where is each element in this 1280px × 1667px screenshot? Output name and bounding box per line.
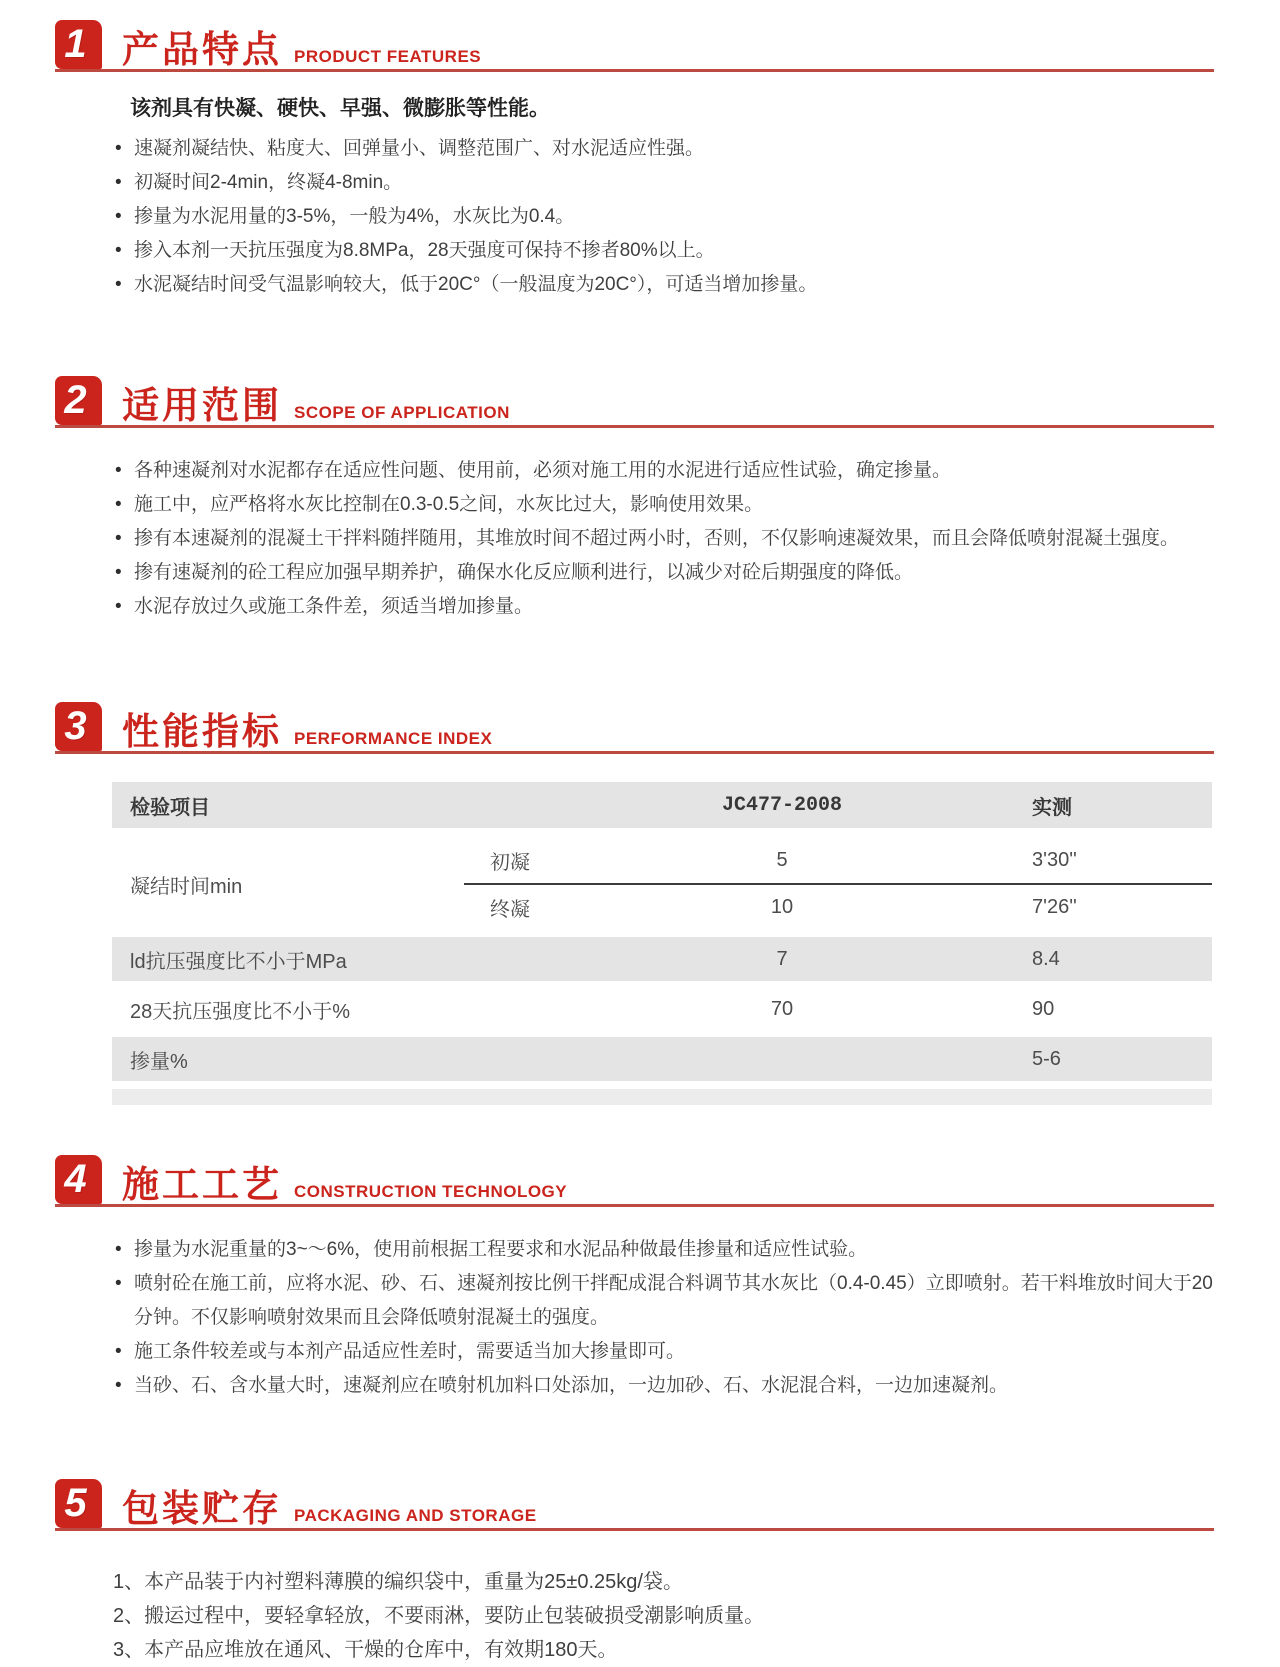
measured-value: 5-6 bbox=[1032, 1047, 1061, 1070]
table-row bbox=[112, 987, 1212, 1031]
section-header bbox=[55, 376, 1214, 428]
scope-bullet: • 水泥存放过久或施工条件差，须适当增加掺量。 bbox=[115, 590, 1214, 624]
col-header-measured: 实测 bbox=[1032, 796, 1072, 819]
features-list bbox=[115, 132, 1214, 302]
packaging-item: 2、搬运过程中，要轻拿轻放，不要雨淋，要防止包装破损受潮影响质量。 bbox=[113, 1605, 765, 1627]
subrow-divider bbox=[464, 883, 1212, 885]
section-construction-technology bbox=[55, 1105, 1214, 1403]
subrow-initial-setting bbox=[462, 837, 1212, 884]
scope-bullet: • 各种速凝剂对水泥都存在适应性问题、使用前，必须对施工用的水泥进行适应性试验，确定掺量。 bbox=[115, 454, 1214, 488]
packaging-item: 1、本产品装于内衬塑料薄膜的编织袋中，重量为25±0.25kg/袋。 bbox=[113, 1571, 683, 1593]
section-subtitle: PERFORMANCE INDEX bbox=[294, 729, 493, 748]
performance-table bbox=[112, 782, 1212, 1105]
section-number-badge: 4 bbox=[55, 1155, 102, 1204]
table-row-setting-time bbox=[112, 837, 1212, 931]
table-bottom-strip bbox=[112, 1089, 1212, 1105]
section-packaging-storage bbox=[55, 1403, 1214, 1667]
section-subtitle: CONSTRUCTION TECHNOLOGY bbox=[294, 1182, 568, 1201]
section-performance-index bbox=[55, 624, 1214, 1105]
packaging-item: 3、本产品应堆放在通风、干燥的仓库中，有效期180天。 bbox=[113, 1639, 618, 1661]
feature-bullet: • 掺量为水泥用量的3-5%，一般为4%，水灰比为0.4。 bbox=[115, 200, 1214, 234]
table-header-row bbox=[112, 782, 1212, 828]
standard-value: 7 bbox=[776, 947, 788, 970]
section-subtitle: SCOPE OF APPLICATION bbox=[294, 403, 510, 422]
scope-bullet: • 施工中，应严格将水灰比控制在0.3-0.5之间，水灰比过大，影响使用效果。 bbox=[115, 488, 1214, 522]
section-header bbox=[55, 1479, 1214, 1531]
section-number-badge: 5 bbox=[55, 1479, 102, 1528]
construction-bullet: • 施工条件较差或与本剂产品适应性差时，需要适当加大掺量即可。 bbox=[115, 1335, 1214, 1369]
row-label: 28天抗压强度比不小于% bbox=[130, 1000, 351, 1023]
standard-value: 70 bbox=[770, 997, 794, 1020]
construction-list bbox=[115, 1233, 1214, 1403]
standard-value: 10 bbox=[770, 896, 794, 918]
row-label: 掺量% bbox=[130, 1050, 188, 1073]
measured-value: 3'30'' bbox=[1032, 849, 1077, 871]
section-title: 性能指标 bbox=[122, 711, 282, 752]
measured-value: 90 bbox=[1032, 997, 1055, 1020]
section-title: 适用范围 bbox=[122, 385, 282, 426]
section-product-features bbox=[55, 0, 1214, 302]
row-label: ld抗压强度比不小于MPa bbox=[130, 950, 347, 973]
construction-bullet: • 掺量为水泥重量的3~～6%，使用前根据工程要求和水泥品种做最佳掺量和适应性试验。 bbox=[115, 1233, 1214, 1267]
construction-bullet: • 当砂、石、含水量大时，速凝剂应在喷射机加料口处添加，一边加砂、石、水泥混合料，一边加速凝剂。 bbox=[115, 1369, 1214, 1403]
feature-bullet: • 水泥凝结时间受气温影响较大，低于20C°（一般温度为20C°），可适当增加掺量。 bbox=[115, 268, 1214, 302]
table-row bbox=[112, 937, 1212, 981]
scope-bullet: • 掺有速凝剂的砼工程应加强早期养护，确保水化反应顺利进行，以减少对砼后期强度的降低。 bbox=[115, 556, 1214, 590]
measured-value: 8.4 bbox=[1032, 947, 1060, 970]
standard-value: 5 bbox=[776, 849, 788, 871]
section-title: 产品特点 bbox=[122, 29, 282, 70]
section-title: 包装贮存 bbox=[122, 1488, 282, 1529]
feature-bullet: • 掺入本剂一天抗压强度为8.8MPa，28天强度可保持不掺者80%以上。 bbox=[115, 234, 1214, 268]
section-title: 施工工艺 bbox=[122, 1164, 282, 1205]
table-row bbox=[112, 1037, 1212, 1081]
subrow-final-setting bbox=[462, 884, 1212, 931]
features-intro: 该剂具有快凝、硬快、早强、微膨胀等性能。 bbox=[130, 97, 550, 120]
feature-bullet: • 速凝剂凝结快、粘度大、回弹量小、调整范围广、对水泥适应性强。 bbox=[115, 132, 1214, 166]
construction-bullet: • 喷射砼在施工前，应将水泥、砂、石、速凝剂按比例干拌配成混合料调节其水灰比（0.4-0.45）立即喷射。若干料堆放时间大于20分钟。不仅影响喷射效果而且会降低喷射混凝土的强度。 bbox=[115, 1267, 1214, 1335]
section-header bbox=[55, 702, 1214, 754]
section-number-badge: 1 bbox=[55, 20, 102, 69]
scope-bullet: • 掺有本速凝剂的混凝土干拌料随拌随用，其堆放时间不超过两小时，否则，不仅影响速凝效果，而且会降低喷射混凝土强度。 bbox=[115, 522, 1214, 556]
section-scope bbox=[55, 302, 1214, 624]
col-header-standard: JC477-2008 bbox=[721, 793, 843, 817]
measured-value: 7'26'' bbox=[1032, 896, 1077, 918]
section-subtitle: PACKAGING AND STORAGE bbox=[294, 1506, 537, 1525]
section-header bbox=[55, 20, 1214, 72]
section-subtitle: PRODUCT FEATURES bbox=[294, 47, 482, 66]
section-number-badge: 3 bbox=[55, 702, 102, 751]
feature-bullet: • 初凝时间2-4min，终凝4-8min。 bbox=[115, 166, 1214, 200]
subrow-label: 初凝 bbox=[490, 852, 530, 874]
scope-list bbox=[115, 454, 1214, 624]
subrow-label: 终凝 bbox=[490, 899, 530, 921]
col-header-item: 检验项目 bbox=[130, 796, 210, 819]
packaging-list bbox=[113, 1565, 1214, 1667]
section-header bbox=[55, 1155, 1214, 1207]
section-number-badge: 2 bbox=[55, 376, 102, 425]
row-label: 凝结时间min bbox=[130, 875, 243, 898]
